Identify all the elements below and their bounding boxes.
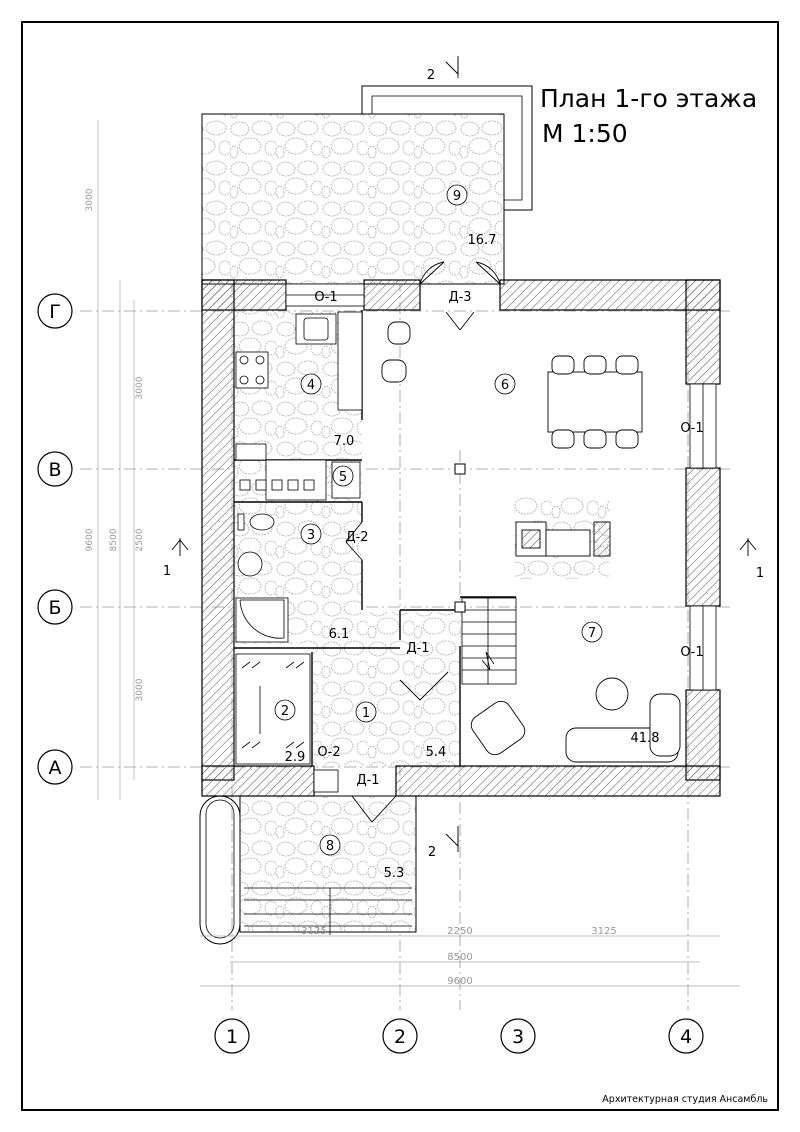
row-axis-bubbles: [38, 294, 72, 784]
bottom-dimension-labels: [301, 926, 616, 987]
room-number-4: 4: [306, 378, 316, 393]
window-tag-bottom: О-2: [317, 745, 341, 760]
room-number-3: 3: [306, 528, 316, 543]
axis-label-b: Б: [48, 597, 62, 619]
dim-bottom-2: 2250: [447, 926, 473, 937]
axis-label-a: А: [48, 757, 62, 779]
column-axis-bubbles: [215, 1019, 703, 1053]
axis-label-3: 3: [511, 1026, 525, 1048]
dim-left-top: 3000: [85, 188, 95, 212]
window-tag-top: О-1: [314, 290, 338, 305]
axis-label-4: 4: [679, 1026, 693, 1048]
axis-label-v: В: [48, 459, 62, 481]
dim-left-total-b: 8500: [109, 528, 119, 552]
dim-left-ba: 3000: [135, 678, 145, 702]
dim-left-gv: 3000: [135, 376, 145, 400]
door-tag-d3: Д-3: [448, 290, 472, 305]
room-area-9: 16.7: [467, 233, 497, 248]
dim-bottom-1: 3125: [301, 926, 327, 937]
dim-bottom-8500: 8500: [447, 952, 473, 963]
section-bottom-label: 2: [427, 845, 437, 860]
left-dimension-lines: [98, 120, 134, 800]
room-number-8: 8: [325, 839, 335, 854]
room-number-7: 7: [587, 626, 597, 641]
room-area-8: 5.3: [383, 866, 405, 881]
room-area-7: 41.8: [630, 731, 660, 746]
door-tag-d1-entry: Д-1: [356, 773, 380, 788]
room-area-4: 7.0: [333, 434, 355, 449]
room-number-2: 2: [280, 704, 290, 719]
door-tag-d2: Д-2: [345, 530, 369, 545]
room-number-1: 1: [361, 706, 371, 721]
terrace-9: [202, 86, 532, 284]
living-furniture: [467, 678, 680, 762]
closet-storage: [236, 654, 310, 764]
section-right-label: 1: [755, 566, 765, 581]
dim-left-vb: 2500: [135, 528, 145, 552]
plan-title: План 1-го этажа: [540, 84, 758, 113]
staircase: [462, 598, 516, 684]
dim-left-total-a: 9600: [85, 528, 95, 552]
room-number-6: 6: [500, 378, 510, 393]
section-left-label: 1: [162, 564, 172, 579]
plan-scale: М 1:50: [542, 119, 628, 148]
axis-label-1: 1: [225, 1026, 239, 1048]
room-area-2: 2.9: [284, 750, 306, 765]
room-number-9: 9: [452, 189, 462, 204]
room-number-5: 5: [338, 470, 348, 485]
door-tag-d1-inner: Д-1: [406, 641, 430, 656]
left-dimension-labels: [85, 188, 145, 701]
dim-bottom-9600: 9600: [447, 976, 473, 987]
section-top-label: 2: [426, 68, 436, 83]
room-area-6: 6.1: [328, 627, 350, 642]
room-area-1: 5.4: [425, 745, 447, 760]
axis-label-g: Г: [49, 301, 61, 323]
dim-bottom-3: 3125: [591, 926, 617, 937]
window-tag-right-lower: О-1: [680, 645, 704, 660]
window-tag-right-upper: О-1: [680, 421, 704, 436]
studio-credit: Архитектурная студия Ансамбль: [602, 1094, 768, 1105]
axis-label-2: 2: [393, 1026, 407, 1048]
